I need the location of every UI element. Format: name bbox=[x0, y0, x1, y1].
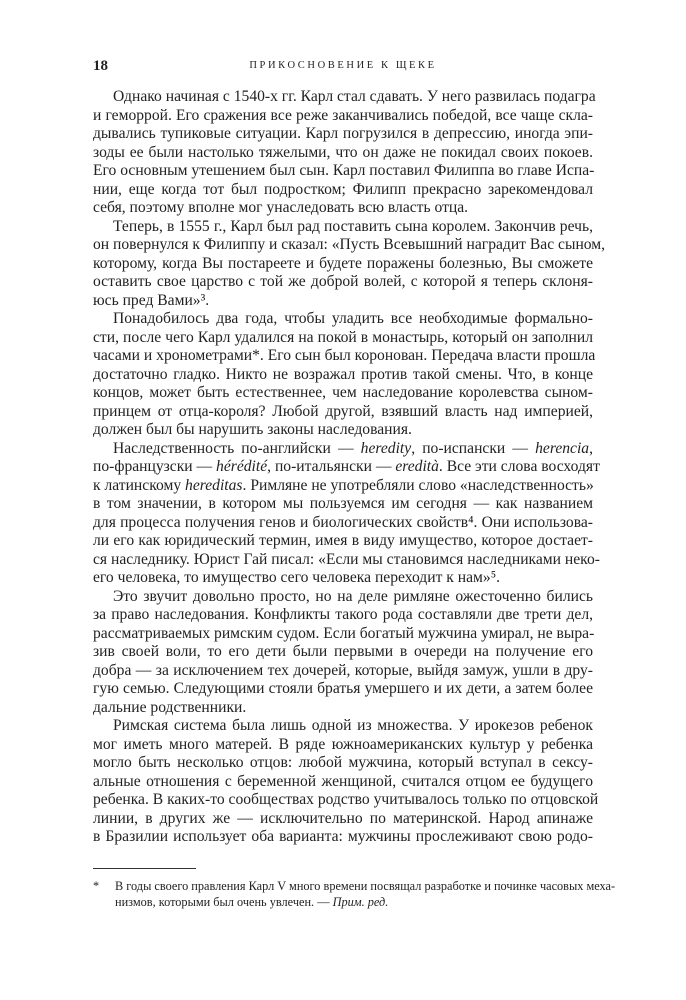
footnote-line bbox=[115, 894, 593, 910]
text-line: Это звучит довольно просто, но на деле римляне ожесточенно бились bbox=[113, 587, 593, 605]
text-line: юсь пред Вами»³. bbox=[93, 291, 210, 309]
foreign-term: herencia bbox=[535, 439, 590, 457]
text-line: его человека, то имущество сего человека переходит к нам»⁵. bbox=[93, 569, 501, 586]
editor-note: Прим. ред. bbox=[332, 895, 389, 909]
text-line: достаточно гладко. Никто не возражал против такой смены. Что, в конце bbox=[93, 365, 593, 383]
text-line: могло быть несколько отцов: любой мужчина, который вступал в сексу- bbox=[93, 754, 593, 771]
running-title: ПРИКОСНОВЕНИЕ К ЩЕКЕ bbox=[249, 60, 437, 71]
text-line: в том значении, в котором мы пользуемся им сегодня — как названием bbox=[93, 495, 593, 512]
text-line: он повернулся к Филиппу и сказал: «Пусть Всевышний наградит Вас сыном, bbox=[93, 236, 606, 253]
text-line: рассматриваемых римским судом. Если богатый мужчина умирал, не выра- bbox=[93, 624, 595, 642]
paragraph bbox=[93, 588, 593, 718]
footnote-marker: * bbox=[93, 879, 100, 893]
text-line: ли его как юридический термин, имея в виду имущество, которое достает- bbox=[93, 532, 593, 549]
text-segment: , по-итальянски — bbox=[267, 458, 396, 475]
text-line: мог иметь много матерей. В ряде южноамериканских культур у ребенка bbox=[93, 735, 593, 753]
text-line: гую семью. Следующими стояли братья умершего и их дети, а затем более bbox=[93, 680, 593, 697]
paragraph bbox=[93, 439, 600, 588]
text-segment: по-французски — bbox=[93, 458, 217, 475]
text-line: сти, после чего Карл удалился на покой в монастырь, который он заполнил bbox=[93, 328, 593, 346]
text-segment: к латинскому bbox=[93, 476, 186, 494]
text-line: за право наследования. Конфликты такого рода составляли две трети дел, bbox=[93, 606, 593, 623]
text-line: Однако начиная с 1540-х гг. Карл стал сдавать. У него развилась подагра bbox=[113, 88, 596, 105]
paragraph bbox=[93, 717, 599, 847]
text-line: нии, еще когда тот был подростком; Филипп прекрасно зарекомендовал bbox=[93, 180, 593, 198]
text-line: для процесса получения генов и биологических свойств⁴. Они использова- bbox=[93, 513, 593, 531]
text-segment: . Все эти слова восходят bbox=[438, 458, 600, 475]
footnote bbox=[93, 878, 616, 910]
text-line: зоды ее были настолько тяжелыми, что он даже не покидал своих покоев. bbox=[93, 143, 593, 161]
body-text bbox=[93, 88, 606, 847]
paragraph bbox=[93, 310, 596, 440]
text-line: Его основным утешением был сын. Карл поставил Филиппа во главе Испа- bbox=[93, 162, 595, 179]
text-segment: . Римляне не употребляли слово «наследственность» bbox=[242, 476, 594, 494]
text-segment: Наследственность по-английски — bbox=[113, 439, 361, 457]
text-line: Римская система была лишь одной из множества. У ирокезов ребенок bbox=[113, 717, 593, 734]
text-line: дывались тупиковые ситуации. Карл погрузился в депрессию, иногда эпи- bbox=[93, 125, 593, 142]
foreign-term: hereditas bbox=[185, 476, 243, 494]
text-line bbox=[93, 458, 600, 477]
foreign-term: heredity bbox=[360, 439, 412, 457]
text-line: Понадобилось два года, чтобы уладить все необходимые формально- bbox=[113, 310, 593, 327]
text-line: линии, в других же — исключительно по материнской. Народ апинаже bbox=[93, 809, 593, 827]
text-line: Теперь, в 1555 г., Карл был рад поставить сына королем. Закончив речь, bbox=[113, 217, 593, 235]
footnote-text bbox=[115, 878, 616, 910]
paragraph bbox=[93, 88, 596, 218]
text-line bbox=[93, 440, 593, 459]
text-line: принцем от отца-короля? Любой другой, взявший власть над империей, bbox=[93, 402, 593, 420]
page-number: 18 bbox=[93, 58, 108, 74]
text-line: концов, может быть естественнее, чем наследование королевства сыном- bbox=[93, 384, 593, 401]
text-line: дальние родственники. bbox=[93, 698, 247, 716]
text-segment: , по-испански — bbox=[411, 439, 536, 457]
text-line: себя, поэтому вполне мог унаследовать всю власть отца. bbox=[93, 199, 469, 216]
text-line: ребенка. В каких-то сообществах родство учитывалось только по отцовской bbox=[93, 791, 599, 808]
text-line: оставить свое царство с той же доброй волей, с которой я теперь склоня- bbox=[93, 273, 593, 290]
text-line: и геморрой. Его сражения все реже заканчивались победой, все чаще скла- bbox=[93, 106, 593, 124]
text-line: которому, когда Вы постареете и будете поражены болезнью, Вы сможете bbox=[93, 254, 593, 272]
foreign-term: hérédité bbox=[216, 458, 268, 475]
text-line: добра — за исключением тех дочерей, которые, выйдя замуж, ушли в дру- bbox=[93, 661, 593, 679]
footnote-line: В годы своего правления Карл V много времени посвящал разработке и починке часовых меха- bbox=[115, 879, 616, 893]
text-line: альные отношения с беременной женщиной, считался отцом ее будущего bbox=[93, 772, 593, 790]
text-line: ся наследнику. Юрист Гай писал: «Если мы становимся наследниками неко- bbox=[93, 550, 600, 568]
text-line: часами и хронометрами*. Его сын был коронован. Передача власти прошла bbox=[93, 347, 596, 364]
footnote-line-text: низмов, которыми был очень увлечен. — bbox=[115, 895, 333, 909]
text-line: зив своей воли, то его дети были первыми в очереди на получение его bbox=[93, 643, 593, 660]
text-line: в Бразилии использует оба варианта: мужчины прослеживают свою родо- bbox=[93, 828, 593, 845]
foreign-term: eredità bbox=[395, 458, 439, 475]
footnote-divider bbox=[93, 868, 196, 869]
text-segment: , bbox=[589, 439, 593, 457]
text-line bbox=[93, 477, 593, 496]
paragraph bbox=[93, 217, 606, 311]
text-line: должен был бы нарушить законы наследования. bbox=[93, 421, 412, 438]
